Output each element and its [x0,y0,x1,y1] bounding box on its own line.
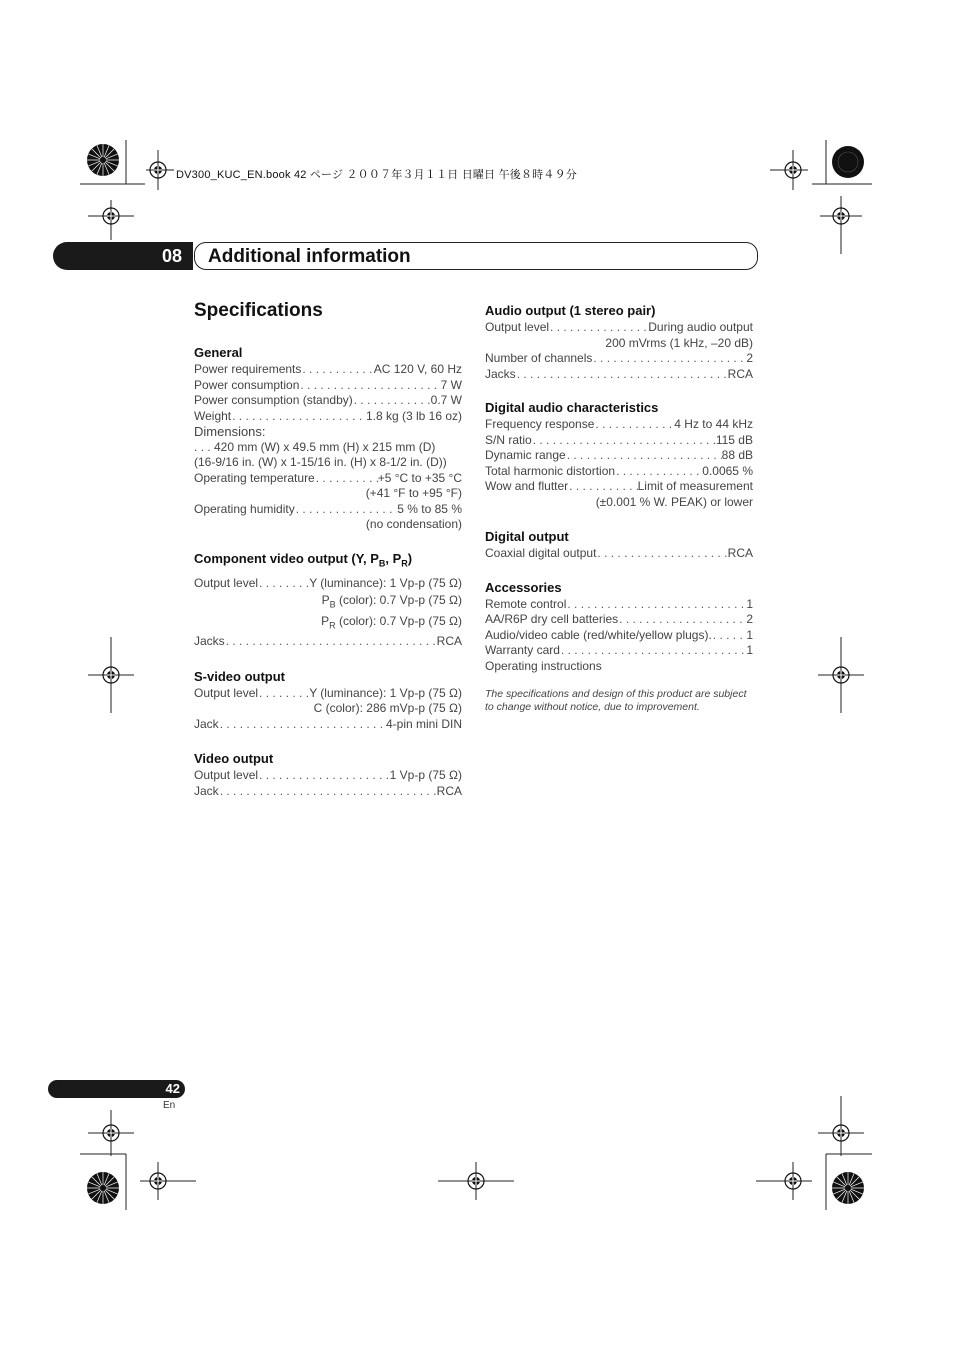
spec-value: 1 Vp-p (75 Ω) [389,768,462,783]
spec-value: 88 dB [721,448,753,462]
spec-value: RCA [727,366,753,381]
dimensions-label: Dimensions: [194,424,266,439]
page-heading: Specifications [194,300,323,321]
spec-value: 1.8 kg (3 lb 16 oz) [365,408,462,423]
spec-value: AC 120 V, 60 Hz [373,362,462,376]
digital-output-title: Digital output [485,529,569,544]
spec-label: Wow and flutter [485,479,569,493]
spec-row [194,362,462,378]
spec-row [485,464,753,480]
spec-label: Dynamic range [485,448,566,462]
spec-label: AA/R6P dry cell batteries [485,612,619,626]
specs-left-column [194,345,462,799]
accessory-item: Operating instructions [485,658,602,673]
spec-label: Warranty card [485,643,560,657]
page-language: En [163,1100,176,1111]
spec-label: Number of channels [485,351,593,365]
spec-label: Jacks [194,634,225,649]
spec-row [194,784,462,800]
dimensions-line-1: . . . 420 mm (W) x 49.5 mm (H) x 215 mm (D) [194,439,436,454]
spec-label: Output level [194,685,259,700]
spec-value: 0.7 W [430,393,462,407]
spec-label: Power consumption (standby) [194,393,353,407]
component-video-title: Component video output (Y, $P_B$, $P_R$) [194,550,413,569]
spec-row [485,448,753,464]
spec-value: 4 Hz to 44 kHz [674,417,753,431]
spec-row [194,502,462,518]
chapter-title: Additional information [208,246,411,267]
spec-row [485,643,753,659]
accessories-title: Accessories [485,579,562,595]
spec-row [485,367,753,383]
audio-output-title: Audio output (1 stereo pair) [485,303,656,318]
spec-row [485,417,753,433]
chapter-number: 08 [161,246,183,266]
spec-continuation: (±0.001 % W. PEAK) or lower [595,494,753,509]
spec-label: Power requirements [194,362,302,376]
svideo-title: S-video output [194,668,285,684]
spec-label: S/N ratio [485,432,532,447]
spec-label: Output level [194,768,259,783]
spec-label: Audio/video cable (red/white/yellow plugs). [485,627,712,642]
spec-value: 1 [746,596,753,611]
page-number: 42 [165,1081,180,1096]
spec-label: Total harmonic distortion [485,463,616,478]
spec-row [485,546,753,562]
spec-label: Output level [485,320,550,334]
spec-row [485,479,753,495]
spec-label: Coaxial digital output [485,546,597,560]
spec-row [194,686,462,702]
video-output-title: Video output [194,751,274,767]
file-header: DV300_KUC_EN.book 42 ページ ２００７年３月１１日 日曜日 午後８時４９分 [176,169,577,181]
spec-continuation: (no condensation) [365,517,462,531]
spec-label: Operating temperature [194,470,315,485]
spec-value: Y (luminance): 1 Vp-p (75 Ω) [309,685,462,700]
spec-value: +5 °C to +35 °C [377,470,462,485]
spec-value: 4-pin mini DIN [385,716,462,731]
spec-row [485,351,753,367]
spec-value: 1 [746,643,753,657]
spec-continuation: 200 mVrms (1 kHz, –20 dB) [605,335,753,350]
spec-value: 1 [746,627,753,642]
spec-continuation: (+41 °F to +95 °F) [365,486,462,500]
spec-row [194,768,462,784]
spec-continuation: C (color): 286 mVp-p (75 Ω) [313,701,462,716]
footnote: The specifications and design of this product are subject to change without notice, due to improvement. [485,688,747,713]
digital-audio-title: Digital audio characteristics [485,400,659,415]
spec-value: Limit of measurement [637,479,753,493]
spec-row [194,471,462,487]
spec-value: During audio output [648,320,753,334]
spec-value: 7 W [440,377,462,392]
spec-label: Jacks [485,366,516,381]
specs-right-column [485,303,753,714]
spec-label: Weight [194,408,232,423]
spec-continuation: $P_B$ (color): 0.7 Vp-p (75 Ω) [321,592,462,609]
spec-value: 5 % to 85 % [397,501,462,516]
spec-label: Remote control [485,596,567,611]
spec-row [485,597,753,613]
spec-value: 2 [746,612,753,626]
spec-row [194,378,462,394]
spec-value: 2 [746,351,753,365]
spec-label: Output level [194,576,259,591]
spec-label: Frequency response [485,417,595,431]
spec-row [194,634,462,650]
spec-row [485,628,753,644]
spec-value: Y (luminance): 1 Vp-p (75 Ω) [309,576,462,591]
spec-row [194,717,462,733]
spec-value: RCA [436,634,462,649]
spec-row [194,409,462,425]
spec-value: 115 dB [715,432,753,447]
spec-value: RCA [727,546,753,560]
spec-row [194,393,462,409]
spec-label: Operating humidity [194,501,295,516]
spec-row [485,612,753,628]
spec-row [485,320,753,336]
spec-row [485,433,753,449]
dimensions-line-2: (16-9/16 in. (W) x 1-15/16 in. (H) x 8-1/2 in. (D)) [194,455,447,469]
spec-label: Jack [194,716,219,731]
spec-value: 0.0065 % [702,463,753,478]
spec-row [194,576,462,592]
spec-value: RCA [436,783,462,798]
spec-continuation: $P_R$ (color): 0.7 Vp-p (75 Ω) [321,613,462,631]
general-title: General [194,345,243,360]
spec-label: Power consumption [194,377,300,392]
spec-label: Jack [194,783,219,798]
